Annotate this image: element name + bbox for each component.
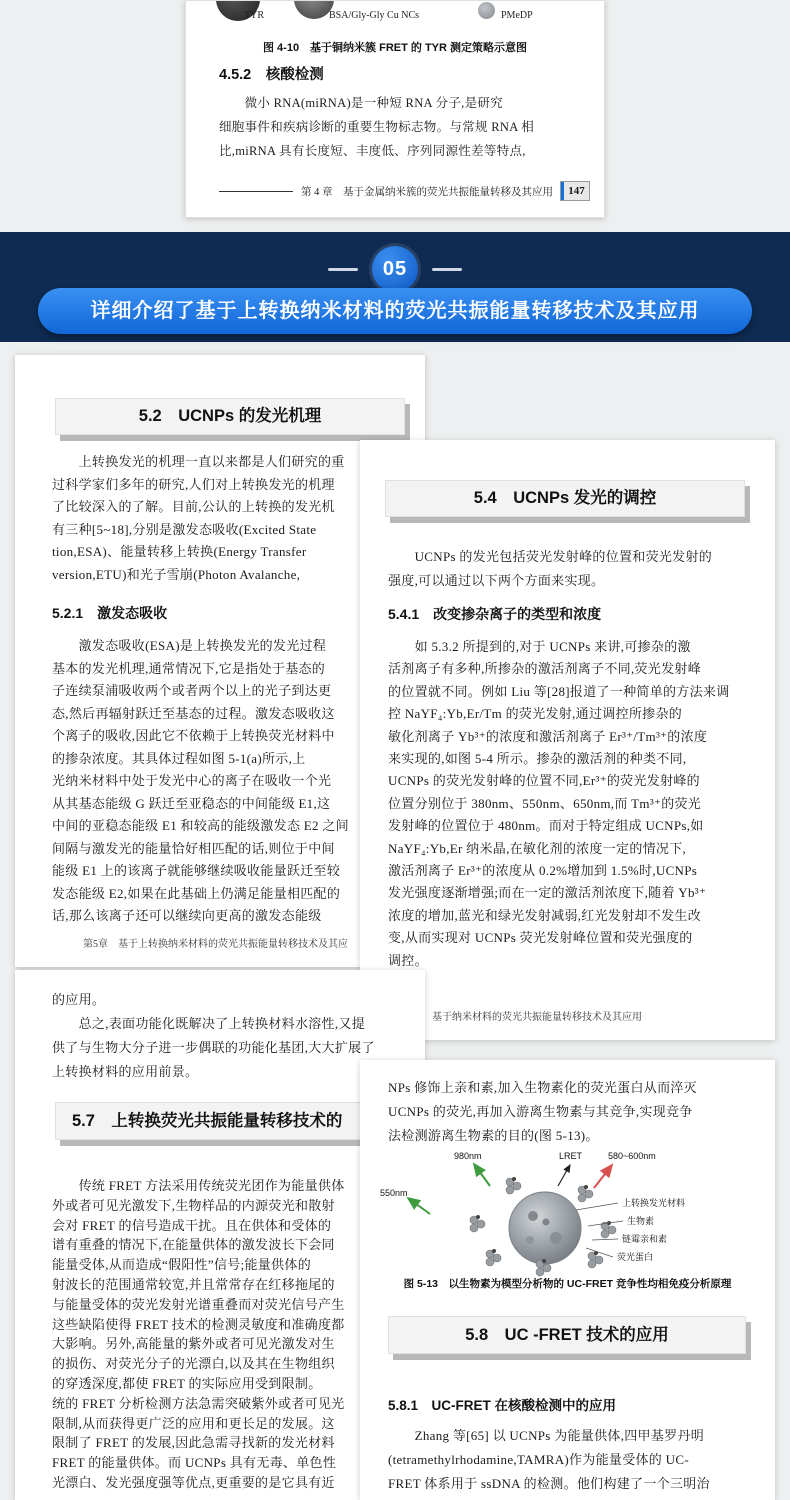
image-label-tyr: TYR	[244, 10, 264, 21]
book-page-5-4	[360, 440, 775, 1040]
emission-arrow-550	[408, 1198, 430, 1214]
figure-5-13-caption: 图 5-13 以生物素为模型分析物的 UC-FRET 竞争性均相免疫分析原理	[403, 1278, 732, 1290]
lret-arrow	[558, 1165, 570, 1186]
text-line: 谱有重叠的情况下,在能量供体的激发波长下会同	[52, 1237, 335, 1253]
text-line: 激活剂离子 Er³⁺的浓度从 0.2%增加到 1.5%时,UCNPs	[388, 863, 698, 879]
label-upconversion-material: 上转换发光材料	[622, 1198, 686, 1208]
footer-chapter-text: 第 4 章 基于金属纳米簇的荧光共振能量转移及其应用	[301, 186, 553, 198]
text-line: 了比较深入的了解。目前,公认的上转换的发光机	[52, 499, 335, 514]
text-line: 间隔与激发光的能量恰好相匹配的话,则位于中间	[52, 840, 335, 856]
text-line: 发态能级 E2,如果在此基础上仍满足能量相匹配的	[52, 885, 341, 901]
text-line: UCNPs 的荧光发射峰的位置不同,Er³⁺的荧光发射峰的	[388, 773, 700, 789]
text-line: FRET 的能量供体。而 UCNPs 具有无毒、单色性	[52, 1455, 337, 1471]
image-label-pmedp: PMeDP	[501, 10, 533, 21]
text-line: 变,从而实现对 UCNPs 荧光发射峰位置和荧光强度的	[388, 930, 693, 946]
ucnp-sphere	[509, 1192, 581, 1264]
text-line: 基本的发光机理,通常情况下,它是指处于基态的	[52, 660, 326, 676]
heading-5-8: 5.8 UC -FRET 技术的应用	[388, 1316, 746, 1354]
protein-cluster	[470, 1215, 485, 1232]
text-line: 细胞事件和疾病诊断的重要生物标志物。与常规 RNA 相	[219, 120, 535, 134]
nanocluster-tem-image	[294, 0, 334, 19]
text-line: 比,miRNA 具有长度短、丰度低、序列同源性差等特点,	[219, 144, 526, 158]
para-5-2-b	[52, 635, 349, 928]
page-footer-5-2: 第5章 基于上转换纳米材料的荧光共振能量转移技术及其应	[83, 939, 348, 950]
text-line: 强度,可以通过以下两个方面来实现。	[388, 573, 605, 588]
text-line: 位置分别位于 380nm、550nm、650nm,而 Tm³⁺的荧光	[388, 795, 702, 811]
page-footer	[219, 181, 590, 201]
excitation-arrow-980	[474, 1164, 490, 1186]
text-line: 从其基态能级 G 跃迁至亚稳态的中间能级 E1,这	[52, 795, 331, 811]
section-number-badge: 05	[372, 246, 418, 292]
text-line: 的穿透深度,都使 FRET 的实际应用受到限制。	[52, 1375, 322, 1391]
text-line: NaYF₄:Yb,Er 纳米晶,在敏化剂的浓度一定的情况下,	[388, 840, 687, 856]
text-line: 中间的亚稳态能级 E1 和较高的能级激发态 E2 之间	[52, 818, 349, 833]
nanoparticle-icon	[478, 2, 495, 19]
text-line: 的掺杂浓度。其具体过程如图 5-1(a)所示,上	[52, 750, 306, 766]
divider-line-left	[328, 268, 358, 271]
text-line: 供了与生物大分子进一步偶联的功能化基团,大大扩展了	[52, 1040, 375, 1055]
footer-rule	[219, 191, 293, 192]
heading-5-7: 5.7 上转换荧光共振能量转移技术的	[55, 1102, 405, 1140]
protein-cluster	[588, 1251, 603, 1268]
heading-5-4: 5.4 UCNPs 发光的调控	[385, 480, 745, 517]
subheading-5-4-1: 5.4.1 改变掺杂离子的类型和浓度	[388, 606, 602, 622]
text-line: 过科学家们多年的研究,人们对上转换发光的机理	[52, 476, 335, 492]
text-line: version,ETU)和光子雪崩(Photon Avalanche,	[52, 566, 301, 582]
section-heading-4-5-2: 4.5.2 核酸检测	[219, 67, 324, 83]
text-line: 如 5.3.2 所提到的,对于 UCNPs 来讲,可掺杂的激	[388, 639, 691, 654]
label-biotin: 生物素	[627, 1216, 655, 1226]
page-number-box	[560, 181, 590, 201]
para-5-8-a	[388, 1424, 710, 1496]
label-980nm: 980nm	[454, 1151, 482, 1161]
para-5-2-a	[52, 451, 345, 586]
text-line: 来实现的,如图 5-4 所示。掺杂的激活剂的种类不同,	[388, 751, 687, 767]
text-line: 有三种[5~18],分别是激发态吸收(Excited State	[52, 521, 317, 537]
para-5-4-a	[388, 545, 712, 593]
text-line: 上转换材料的应用前景。	[52, 1064, 199, 1079]
para-5-7-intro	[52, 988, 375, 1084]
text-line: 态,然后再辐射跃迁至基态的过程。激发态吸收这	[52, 705, 335, 721]
text-line: 光漂白、发光强度强等优点,更重要的是它具有近	[52, 1474, 335, 1490]
text-line: 大影响。另外,高能量的紫外或者可见光激发对生	[52, 1336, 335, 1352]
text-line: UCNPs 的发光包括荧光发射峰的位置和荧光发射的	[388, 549, 713, 564]
text-line: (tetramethylrhodamine,TAMRA)作为能量受体的 UC-	[388, 1452, 689, 1467]
text-line: 控 NaYF₄:Yb,Er/Tm 的荧光发射,通过调控所掺杂的	[388, 706, 683, 722]
figure-4-10-caption: 图 4-10 基于铜纳米簇 FRET 的 TYR 测定策略示意图	[262, 42, 527, 54]
subheading-5-8-1: 5.8.1 UC-FRET 在核酸检测中的应用	[388, 1398, 617, 1413]
label-streptavidin: 链霉亲和素	[622, 1234, 668, 1244]
text-line: 子连续泵浦吸收两个或者两个以上的光子到达更	[52, 683, 332, 698]
label-fluorescent-protein: 荧光蛋白	[617, 1252, 654, 1262]
text-line: 限制,从而获得更广泛的应用和更长足的发展。这	[52, 1415, 335, 1431]
page-number: 147	[568, 185, 585, 197]
text-line: 发光强度逐渐增强;而在一定的激活剂浓度下,随着 Yb³⁺	[388, 885, 707, 901]
text-line: 的损伤、对荧光分子的光漂白,以及其在生物组织	[52, 1356, 335, 1372]
text-line: NPs 修饰上亲和素,加入生物素化的荧光蛋白从而淬灭	[388, 1080, 697, 1095]
figure-5-13-diagram	[360, 1148, 775, 1278]
text-line: 激发态吸收(ESA)是上转换发光的发光过程	[52, 638, 327, 653]
text-line: 的位置就不同。例如 Liu 等[28]报道了一种简单的方法来调	[388, 683, 730, 699]
text-line: 这些缺陷使得 FRET 技术的检测灵敏度和准确度都	[52, 1316, 345, 1332]
label-550nm: 550nm	[380, 1188, 408, 1198]
text-line: 外或者可见光激发下,生物样品的内源荧光和散射	[52, 1197, 335, 1213]
text-line: 法检测游离生物素的目的(图 5-13)。	[388, 1128, 599, 1143]
text-line: 的应用。	[52, 992, 106, 1007]
text-line: 限制了 FRET 的发展,因此急需寻找新的发光材料	[52, 1435, 335, 1451]
text-line: 上转换发光的机理一直以来都是人们研究的重	[52, 454, 345, 469]
section-divider-band	[0, 232, 790, 342]
leader-line	[592, 1239, 618, 1240]
book-page-chapter-4	[185, 0, 605, 218]
text-line: Zhang 等[65] 以 UCNPs 为能量供体,四甲基罗丹明	[388, 1428, 705, 1443]
text-line: 浓度的增加,蓝光和绿光发射减弱,红光发射却不发生改	[388, 907, 702, 923]
image-label-bsa-cuncs: BSA/Gly-Gly Cu NCs	[329, 10, 420, 21]
subheading-5-2-1: 5.2.1 激发态吸收	[52, 605, 168, 621]
text-line: 个离子的吸收,因此它不依赖于上转换荧光材料中	[52, 728, 335, 743]
text-line: 敏化剂离子 Yb³⁺的浓度和激活剂离子 Er³⁺/Tm³⁺的浓度	[388, 728, 708, 744]
text-line: FRET 体系用于 ssDNA 的检测。他们构建了一个三明治	[388, 1476, 710, 1491]
protein-cluster	[578, 1185, 593, 1202]
text-line: 总之,表面功能化既解决了上转换材料水溶性,又提	[52, 1016, 366, 1031]
text-line: 会对 FRET 的信号造成干扰。且在供体和受体的	[52, 1217, 332, 1233]
text-line: 统的 FRET 分析检测方法急需突破紫外或者可见光	[52, 1395, 345, 1411]
text-line: 活剂离子有多种,所掺杂的激活剂离子不同,荧光发射峰	[388, 661, 702, 677]
text-line: 微小 RNA(miRNA)是一种短 RNA 分子,是研究	[219, 96, 504, 110]
para-5-7-a	[52, 1176, 345, 1493]
protein-cluster	[486, 1249, 501, 1266]
heading-5-2: 5.2 UCNPs 的发光机理	[55, 398, 405, 435]
text-line: 射波长的范围通常较宽,并且常常存在红移拖尾的	[52, 1276, 335, 1292]
text-line: UCNPs 的荧光,再加入游离生物素与其竞争,实现竞争	[388, 1104, 693, 1119]
label-580-600nm: 580~600nm	[608, 1151, 656, 1161]
text-line: tion,ESA)、能量转移上转换(Energy Transfer	[52, 544, 307, 559]
protein-cluster	[506, 1177, 521, 1194]
page-footer-5-4-fragment: 基于纳米材料的荧光共振能量转移技术及其应用	[432, 1012, 642, 1023]
text-line: 光纳米材料中处于发光中心的离子在吸收一个光	[52, 773, 332, 788]
text-line: 与能量受体的荧光发射光谱重叠而对荧光信号产生	[52, 1296, 345, 1312]
section-banner: 详细介绍了基于上转换纳米材料的荧光共振能量转移技术及其应用	[38, 288, 752, 334]
label-lret: LRET	[559, 1151, 583, 1161]
para-5-4-b	[388, 636, 730, 972]
text-line: 能量受体,从而造成“假阳性”信号;能量供体的	[52, 1257, 312, 1273]
text-line: 传统 FRET 方法采用传统荧光团作为能量供体	[52, 1178, 345, 1193]
divider-line-right	[432, 268, 462, 271]
text-line: 调控。	[388, 952, 428, 968]
text-line: 话,那么该离子还可以继续向更高的激发态能级	[52, 908, 322, 923]
para-5-8-intro	[388, 1076, 697, 1148]
emission-arrow-580-600	[594, 1165, 612, 1188]
leader-line	[576, 1203, 618, 1210]
text-line: 能级 E1 上的该离子就能够继续吸收能量跃迁至较	[52, 863, 341, 878]
paragraph-mirna	[219, 91, 534, 163]
book-page-5-8	[360, 1060, 775, 1500]
text-line: 发射峰的位置位于 480nm。而对于特定组成 UCNPs,如	[388, 818, 704, 834]
